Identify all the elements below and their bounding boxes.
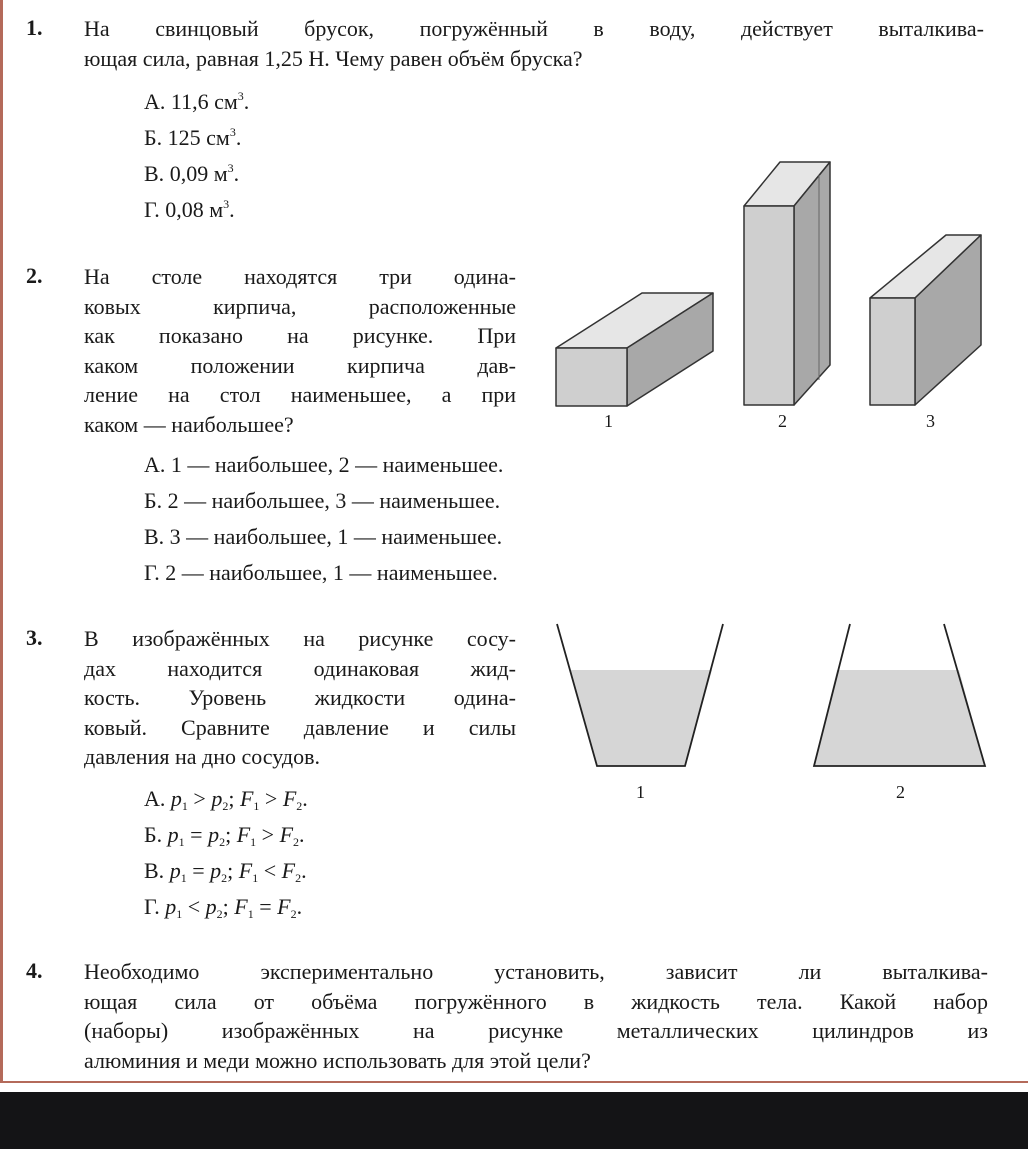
problem-4-number: 4.	[26, 958, 43, 983]
problem-3-line-5: давления на дно сосудов.	[84, 744, 320, 769]
problem-1-option-d: Г. 0,08 $м^3$.	[144, 197, 235, 222]
problem-2-line-1: На столе находятся три одина-	[84, 264, 516, 289]
problem-4-line-3: (наборы) изображённых на рисунке металлических цилиндров из	[84, 1018, 988, 1043]
brick-label-1: 1	[604, 411, 613, 431]
problem-2-number: 2.	[26, 263, 43, 288]
problem-1-option-c: В. 0,09 $м^3$.	[144, 161, 240, 186]
problem-4-line-1: Необходимо экспериментально установить, зависит ли выталкива-	[84, 959, 988, 984]
brick-1-figure	[556, 293, 713, 406]
vessel-label-1: 1	[636, 782, 645, 802]
problem-3-option-a: А. $p_1 > p_2$; $F_1 > F_2$.	[144, 786, 308, 813]
problem-3-line-1: В изображённых на рисунке сосу-	[84, 626, 516, 651]
problem-3-option-c: В. $p_1 = p_2$; $F_1 < F_2$.	[144, 858, 307, 885]
brick-label-3: 3	[926, 411, 935, 431]
problem-2-option-c: В. 3 — наибольшее, 1 — наименьшее.	[144, 524, 503, 549]
problem-4-line-4: алюминия и меди можно использовать для этой цели?	[84, 1047, 591, 1073]
problem-4-line-2: ющая сила от объёма погружённого в жидкость тела. Какой набор	[84, 988, 988, 1014]
brick-3-figure	[870, 235, 981, 405]
vessel-2-figure	[814, 624, 985, 766]
problem-1-line-2: ющая сила, равная 1,25 Н. Чему равен объём бруска?	[84, 45, 583, 71]
problem-2-line-6: каком — наибольшее?	[84, 411, 294, 437]
problem-3-line-3: кость. Уровень жидкости одина-	[84, 685, 516, 710]
problem-1-option-b: Б. 125 $см^3$.	[144, 125, 242, 150]
problem-2-option-b: Б. 2 — наибольшее, 3 — наименьшее.	[144, 488, 501, 513]
screen-bottom-bar	[0, 1092, 1028, 1149]
brick-2-figure	[744, 162, 830, 405]
problem-2-line-3: как показано на рисунке. При	[84, 323, 516, 348]
problem-2-line-5: ление на стол наименьшее, а при	[84, 382, 516, 407]
problem-1-line-1: На свинцовый брусок, погружённый в воду, действует выталкива-	[84, 16, 984, 41]
problem-3-option-d: Г. $p_1 < p_2$; $F_1 = F_2$.	[144, 894, 303, 921]
vessel-1-figure	[557, 624, 723, 766]
vessel-label-2: 2	[896, 782, 905, 802]
problem-3-number: 3.	[26, 625, 43, 650]
problem-2-line-4: каком положении кирпича дав-	[84, 352, 516, 378]
brick-label-2: 2	[778, 411, 787, 431]
problem-2-option-d: Г. 2 — наибольшее, 1 — наименьшее.	[144, 560, 498, 585]
problem-3-line-4: ковый. Сравните давление и силы	[84, 714, 516, 740]
problem-1-number: 1.	[26, 15, 43, 40]
problem-1-option-a: А. 11,6 $см^3$.	[144, 89, 250, 114]
problem-2-line-2: ковых кирпича, расположенные	[84, 293, 516, 319]
problem-2-option-a: А. 1 — наибольшее, 2 — наименьшее.	[144, 452, 504, 477]
problem-3-option-b: Б. $p_1 = p_2$; $F_1 > F_2$.	[144, 822, 305, 849]
problem-3-line-2: дах находится одинаковая жид-	[84, 655, 516, 681]
